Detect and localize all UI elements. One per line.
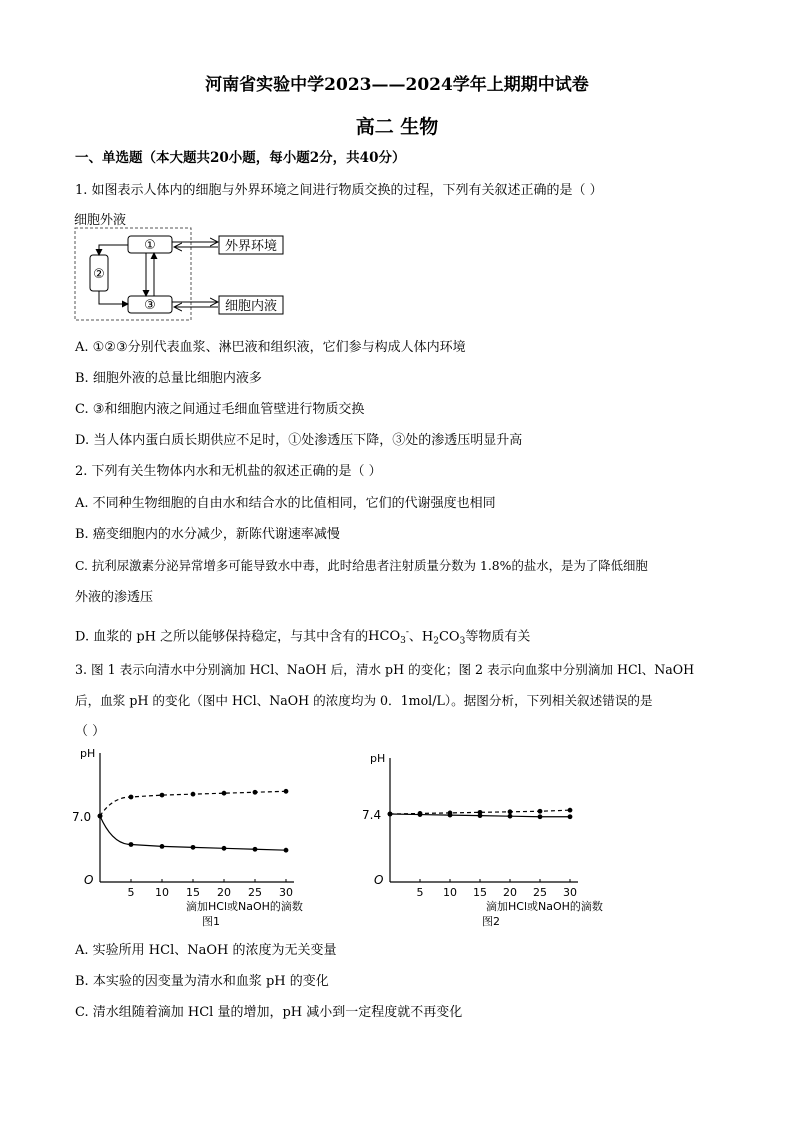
data-point-solid — [448, 813, 453, 818]
data-point-dashed — [568, 808, 573, 813]
extracellular-label: 细胞外液 — [74, 213, 127, 228]
q2-option-b: B. 癌变细胞内的水分减少，新陈代谢速率减慢 — [75, 527, 340, 542]
x-tick-label: 25 — [248, 886, 262, 899]
y-axis-label: pH — [370, 752, 386, 765]
data-point-solid — [508, 814, 513, 819]
chart-figure-1 — [68, 745, 318, 930]
data-point-solid — [222, 846, 227, 851]
q1-option-b: B. 细胞外液的总量比细胞内液多 — [75, 371, 262, 386]
q3-stem-line1: 3. 图 1 表示向清水中分别滴加 HCl、NaOH 后，清水 pH 的变化；图 2 表示向血浆中分别滴加 HCl、NaOH — [75, 662, 695, 677]
q2-option-c-line1: C. 抗利尿激素分泌异常增多可能导致水中毒，此时给患者注射质量分数为 1.8%的盐水，是为了降低细胞 — [75, 558, 648, 573]
q2-option-d — [75, 625, 530, 649]
figure-caption: 图2 — [482, 915, 500, 928]
x-tick-label: 20 — [503, 886, 517, 899]
data-point-solid — [418, 812, 423, 817]
x-tick-label: 10 — [443, 886, 457, 899]
figure-caption: 图1 — [202, 915, 220, 928]
data-point-solid — [160, 844, 165, 849]
q1-option-d: D. 当人体内蛋白质长期供应不足时，①处渗透压下降，③处的渗透压明显升高 — [75, 433, 523, 448]
data-point-dashed — [191, 792, 196, 797]
formula-sub-3: 3 — [400, 636, 406, 647]
q1-option-c: C. ③和细胞内液之间通过毛细血管壁进行物质交换 — [75, 402, 365, 417]
data-point-dashed — [222, 791, 227, 796]
data-point-solid — [253, 847, 258, 852]
x-tick-label: 10 — [155, 886, 169, 899]
data-point-dashed — [253, 790, 258, 795]
q3-option-c: C. 清水组随着滴加 HCl 量的增加，pH 减小到一定程度就不再变化 — [75, 1005, 463, 1020]
x-tick-label: 15 — [186, 886, 200, 899]
box-2-label: ② — [93, 267, 105, 282]
formula-co: CO — [438, 629, 460, 645]
formula-sub-3b: 3 — [459, 636, 466, 647]
q3-stem-line2: 后，血浆 pH 的变化（图中 HCl、NaOH 的浓度均为 0．1mol/L）。据图分析，下列相关叙述错误的是 — [75, 693, 653, 708]
q1-option-a: A. ①②③分别代表血浆、淋巴液和组织液，它们参与构成人体内环境 — [75, 340, 466, 355]
q2-option-c-line2: 外液的渗透压 — [75, 590, 154, 605]
q2-stem: 2. 下列有关生物体内水和无机盐的叙述正确的是（ ） — [75, 464, 382, 479]
q1-stem: 1. 如图表示人体内的细胞与外界环境之间进行物质交换的过程，下列有关叙述正确的是（ ） — [75, 183, 603, 198]
formula-hco: HCO — [368, 629, 401, 645]
data-point-dashed — [129, 795, 134, 800]
external-env-label: 外界环境 — [224, 239, 278, 254]
box-3-label: ③ — [144, 298, 156, 313]
q1-diagram — [72, 208, 312, 324]
intracellular-label: 细胞内液 — [224, 299, 278, 314]
exam-title: 河南省实验中学2023——2024学年上期期中试卷 — [205, 75, 589, 95]
x-tick-label: 20 — [217, 886, 231, 899]
data-point-dashed — [508, 809, 513, 814]
y-tick-label: 7.4 — [362, 808, 382, 822]
q3-stem-line3: （ ） — [75, 724, 106, 739]
data-point-dashed — [538, 809, 543, 814]
x-tick-label: 5 — [127, 886, 135, 899]
box-1-label: ① — [144, 238, 156, 253]
formula-h: 、H — [408, 629, 434, 645]
x-tick-label: 25 — [533, 886, 547, 899]
data-point-solid — [478, 813, 483, 818]
data-point-solid — [284, 848, 289, 853]
q2-option-d-text: D. 血浆的 pH 之所以能够保持稳定，与其中含有的 — [75, 629, 369, 645]
data-point-solid — [388, 812, 393, 817]
data-point-dashed — [160, 793, 165, 798]
data-point-solid — [98, 814, 103, 819]
data-point-solid — [568, 814, 573, 819]
q2-option-a: A. 不同种生物细胞的自由水和结合水的比值相同，它们的代谢强度也相同 — [75, 496, 496, 511]
formula-sup-minus: - — [405, 628, 409, 638]
data-point-dashed — [284, 789, 289, 794]
origin-label: O — [374, 873, 384, 887]
bicarbonate-formula — [368, 628, 409, 647]
arrow-1-to-2 — [99, 245, 128, 255]
exam-subtitle: 高二 生物 — [355, 116, 439, 138]
data-point-solid — [538, 814, 543, 819]
formula-sub-2: 2 — [433, 636, 439, 647]
data-point-solid — [129, 842, 134, 847]
arrow-2-to-3 — [99, 291, 128, 304]
x-tick-label: 5 — [416, 886, 424, 899]
y-tick-label: 7.0 — [72, 810, 92, 824]
chart-figure-2 — [360, 752, 630, 932]
x-axis-title: 滴加HCl或NaOH的滴数 — [186, 900, 303, 913]
x-tick-label: 15 — [473, 886, 487, 899]
q2-option-d-end: 等物质有关 — [465, 629, 531, 645]
q3-option-b: B. 本实验的因变量为清水和血浆 pH 的变化 — [75, 974, 329, 989]
q3-option-a: A. 实验所用 HCl、NaOH 的浓度为无关变量 — [75, 943, 337, 958]
x-tick-label: 30 — [279, 886, 293, 899]
y-axis-label: pH — [80, 747, 96, 760]
section-heading: 一、单选题（本大题共20小题，每小题2分，共40分） — [75, 150, 406, 166]
x-axis-title: 滴加HCl或NaOH的滴数 — [486, 900, 603, 913]
x-tick-label: 30 — [563, 886, 577, 899]
data-point-solid — [191, 845, 196, 850]
origin-label: O — [84, 873, 94, 887]
